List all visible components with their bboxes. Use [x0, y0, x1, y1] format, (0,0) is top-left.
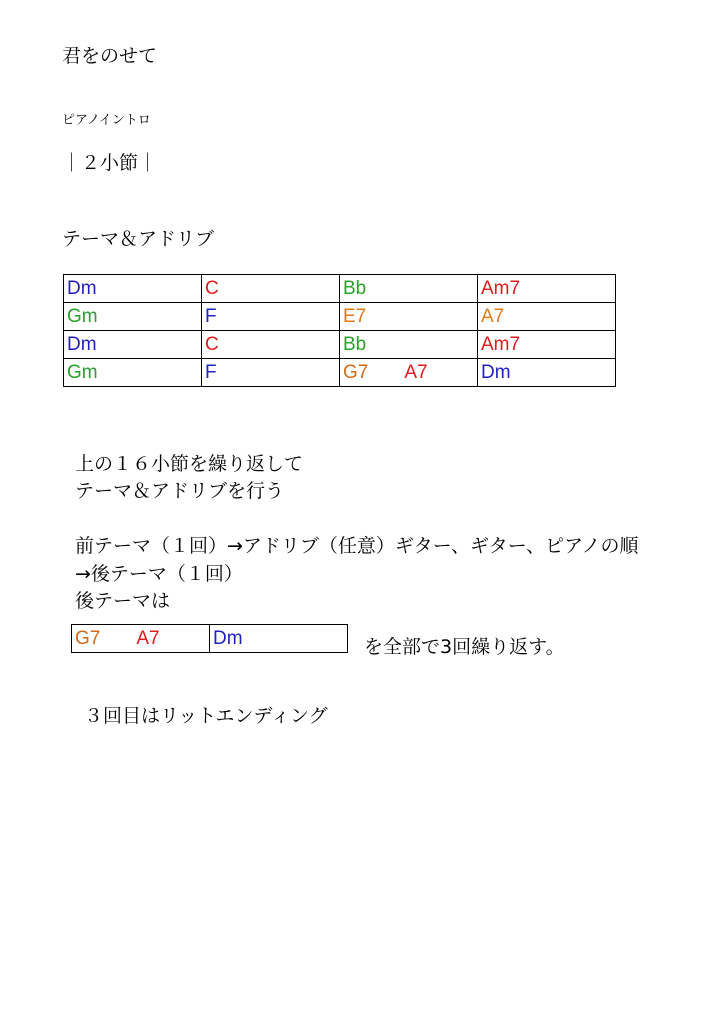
chord-cell: Dm — [210, 625, 348, 653]
chord: G7 — [343, 362, 369, 383]
ending-text: ３回目はリットエンディング — [84, 705, 328, 727]
chord-cell: Am7 — [478, 275, 616, 303]
note-line: →後テーマ（１回） — [75, 563, 243, 585]
chord-row-1 — [64, 275, 616, 303]
chord-cell: Dm — [64, 331, 202, 359]
note-line: 前テーマ（１回）→アドリブ（任意）ギター、ギター、ピアノの順 — [75, 535, 639, 557]
repeat-text: を全部で3回繰り返す。 — [364, 636, 565, 658]
theme-label: テーマ＆アドリブ — [62, 228, 215, 250]
chord: G7 — [75, 628, 101, 649]
note-line: 後テーマは — [75, 590, 171, 612]
chord-cell: C — [202, 275, 340, 303]
ending-chord-row — [72, 625, 348, 653]
page-title: 君をのせて — [62, 45, 158, 67]
chord-cell: Bb — [340, 331, 478, 359]
chord-table — [63, 274, 616, 387]
ending-chord-table — [71, 624, 348, 653]
chord-cell: A7 — [478, 303, 616, 331]
chord-row-2 — [64, 303, 616, 331]
chord-row-4 — [64, 359, 616, 387]
chord-cell: Dm — [478, 359, 616, 387]
chord-cell-split — [72, 625, 210, 653]
intro-bars: ｜２小節｜ — [62, 152, 158, 174]
chord-cell-split — [340, 359, 478, 387]
note-line: 上の１６小節を繰り返して — [75, 453, 304, 475]
chord-row-3 — [64, 331, 616, 359]
chord-cell: C — [202, 331, 340, 359]
chord-cell: Gm — [64, 359, 202, 387]
chord-cell: F — [202, 359, 340, 387]
chord: A7 — [136, 628, 160, 649]
chord-cell: E7 — [340, 303, 478, 331]
chord-cell: Gm — [64, 303, 202, 331]
chord-cell: F — [202, 303, 340, 331]
chord-cell: Bb — [340, 275, 478, 303]
note-line: テーマ＆アドリブを行う — [75, 480, 285, 502]
chord-cell: Dm — [64, 275, 202, 303]
chord-cell: Am7 — [478, 331, 616, 359]
intro-label: ピアノイントロ — [62, 113, 151, 128]
chord: A7 — [404, 362, 428, 383]
